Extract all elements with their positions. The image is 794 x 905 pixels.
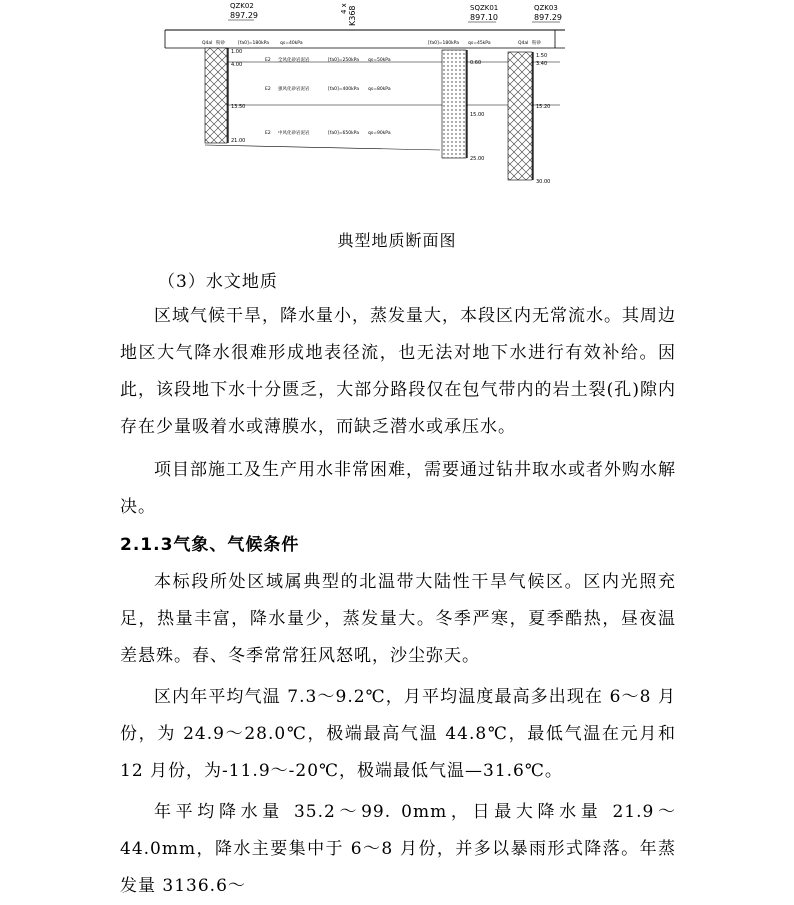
layer-label: 粉砂 bbox=[532, 41, 541, 46]
layer-sym: E2 bbox=[265, 58, 271, 63]
depth-label: 1.50 bbox=[536, 53, 548, 59]
layer-qs: qs=80kPa bbox=[368, 87, 391, 92]
geological-section-figure bbox=[150, 0, 580, 190]
layer-qs: qs=90kPa bbox=[368, 131, 391, 136]
borehole-elev: 897.29 bbox=[230, 11, 258, 20]
paragraph: 区域气候干旱，降水量小，蒸发量大，本段区内无常流水。其周边地区大气降水很难形成地表径流，也无法对地下水进行有效补给。因此，该段地下水十分匮乏，大部分路段仅在包气带内的岩土裂(孔)隙内存在少量吸着水或薄膜水，而缺乏潜水或承压水。 bbox=[120, 306, 676, 437]
borehole-elev: 897.29 bbox=[534, 13, 562, 22]
depth-label: 15.00 bbox=[470, 112, 485, 118]
station-prefix: 4 x bbox=[340, 3, 348, 14]
depth-label: 3.40 bbox=[536, 61, 548, 67]
paragraph: 项目部施工及生产用水非常困难，需要通过钻井取水或者外购水解决。 bbox=[120, 460, 676, 517]
paragraph: 区内年平均气温 7.3～9.2℃，月平均温度最高多出现在 6～8 月份，为 24.9～28.0℃，极端最高气温 44.8℃，最低气温在元月和 12 月份，为-11.9～-20℃，极端最低气温—31.6℃。 bbox=[120, 687, 676, 781]
borehole-id: QZK03 bbox=[534, 4, 558, 12]
layer-label: 强风化砂岩泥岩 bbox=[278, 87, 310, 92]
layer-fa: [fa0]=250kPa bbox=[328, 58, 359, 63]
borehole-elev: 897.10 bbox=[470, 13, 498, 22]
layer-sym: E2 bbox=[265, 131, 271, 136]
layer-qs: qs=45kPa bbox=[468, 41, 491, 46]
layer-qs: qs=40kPa bbox=[280, 41, 303, 46]
depth-label: 4.00 bbox=[231, 62, 243, 68]
depth-label: 25.00 bbox=[470, 156, 485, 162]
section-title: （3）水文地质 bbox=[158, 272, 278, 292]
depth-label: 21.00 bbox=[231, 138, 246, 144]
station-label: K368 bbox=[348, 5, 357, 26]
layer-fa: [fa0]=400kPa bbox=[328, 87, 359, 92]
layer-fa: [fa0]=650kPa bbox=[328, 131, 359, 136]
figure-caption: 典型地质断面图 bbox=[337, 231, 457, 250]
depth-label: 0.60 bbox=[470, 60, 482, 66]
layer-label: 中风化砂岩泥岩 bbox=[278, 131, 310, 136]
section-heading: 2.1.3气象、气候条件 bbox=[120, 535, 300, 555]
depth-label: 15.20 bbox=[536, 104, 551, 110]
paragraph: 年平均降水量 35.2～99. 0mm，日最大降水量 21.9～44.0mm，降水主要集中于 6～8 月份，并多以暴雨形式降落。年蒸发量 3136.6～ bbox=[120, 802, 676, 896]
borehole-id: SQZK01 bbox=[470, 4, 499, 12]
layer-sym: Q4al bbox=[202, 41, 213, 46]
paragraph: 本标段所处区域属典型的北温带大陆性干旱气候区。区内光照充足，热量丰富，降水量少，蒸发量大。冬季严寒，夏季酷热，昼夜温差悬殊。春、冬季常常狂风怒吼，沙尘弥天。 bbox=[120, 572, 676, 666]
borehole-column bbox=[442, 50, 466, 158]
layer-fa: [fa0]=180kPa bbox=[428, 41, 459, 46]
borehole-id: QZK02 bbox=[230, 2, 254, 10]
layer-fa: [fa0]=180kPa bbox=[238, 41, 269, 46]
layer-label: 全风化砂岩泥岩 bbox=[278, 58, 310, 63]
layer-sym: E2 bbox=[265, 87, 271, 92]
depth-label: 1.00 bbox=[231, 49, 243, 55]
depth-label: 13.50 bbox=[231, 104, 246, 110]
layer-qs: qs=50kPa bbox=[368, 58, 391, 63]
layer-sym: Q4al bbox=[518, 41, 529, 46]
depth-label: 30.00 bbox=[536, 179, 551, 185]
borehole-column bbox=[508, 52, 532, 180]
layer-label: 粉砂 bbox=[216, 41, 225, 46]
borehole-column bbox=[205, 48, 227, 143]
